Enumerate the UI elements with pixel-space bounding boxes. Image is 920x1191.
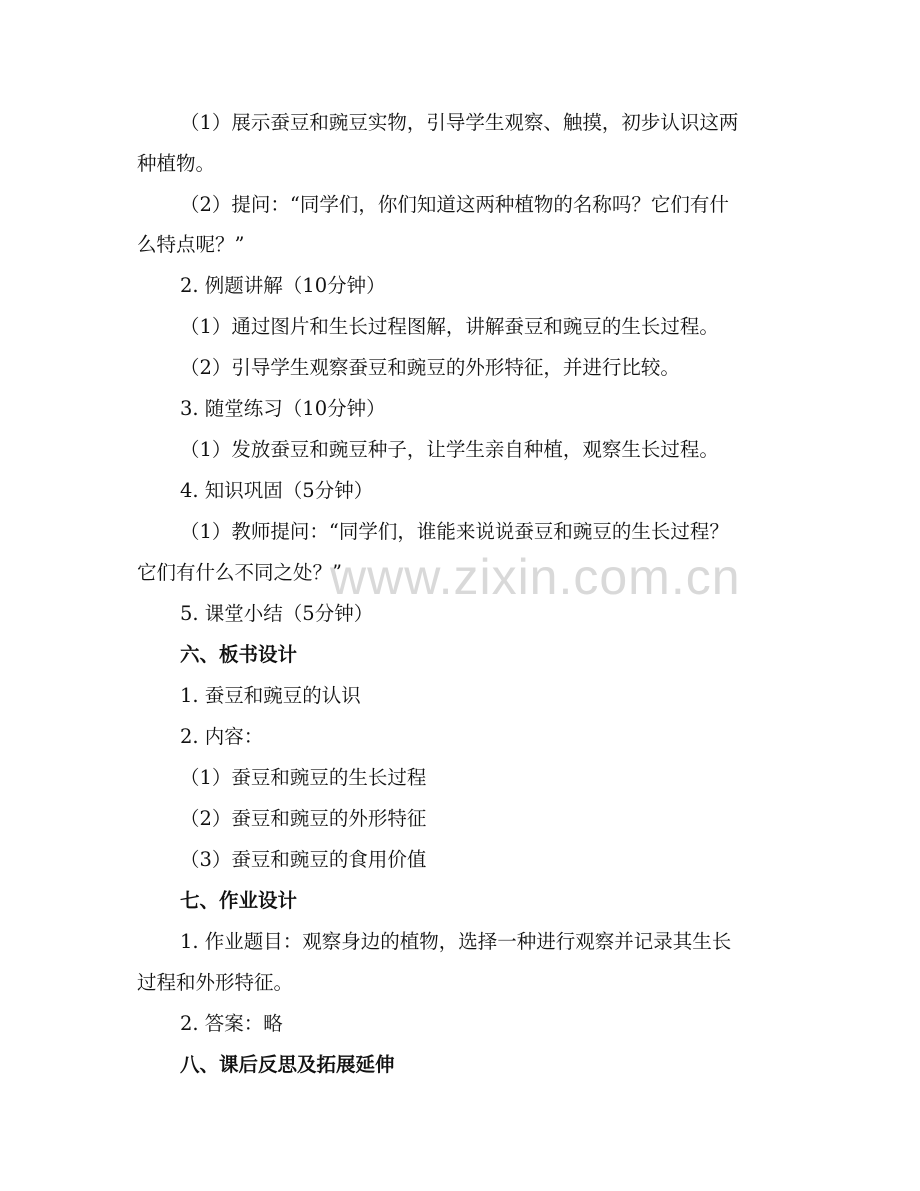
paragraph-line: 么特点呢？” (137, 233, 245, 256)
paragraph-line: （1）展示蚕豆和豌豆实物，引导学生观察、触摸，初步认识这两 (180, 111, 739, 134)
paragraph-line: （2）提问：“同学们，你们知道这两种植物的名称吗？它们有什 (180, 193, 729, 216)
paragraph-line: 过程和外形特征。 (137, 971, 294, 994)
paragraph-line: （3）蚕豆和豌豆的食用价值 (180, 848, 427, 871)
paragraph-line: （1）发放蚕豆和豌豆种子，让学生亲自种植，观察生长过程。 (180, 438, 719, 461)
paragraph-line: （1）教师提问：“同学们，谁能来说说蚕豆和豌豆的生长过程？ (180, 520, 729, 543)
paragraph-line: 2. 例题讲解（10分钟） (180, 274, 386, 297)
paragraph-line: 5. 课堂小结（5分钟） (180, 602, 374, 625)
paragraph-line: 它们有什么不同之处？” (137, 561, 342, 584)
paragraph-line: 4. 知识巩固（5分钟） (180, 479, 374, 502)
section-heading: 七、作业设计 (180, 889, 298, 912)
paragraph-line: 1. 蚕豆和豌豆的认识 (180, 684, 361, 707)
paragraph-line: 2. 答案：略 (180, 1012, 283, 1035)
paragraph-line: （1）通过图片和生长过程图解，讲解蚕豆和豌豆的生长过程。 (180, 315, 719, 338)
paragraph-line: （2）引导学生观察蚕豆和豌豆的外形特征，并进行比较。 (180, 356, 680, 379)
watermark-text: www.zixin.com.cn (330, 549, 741, 605)
paragraph-line: 1. 作业题目：观察身边的植物，选择一种进行观察并记录其生长 (180, 930, 732, 953)
section-heading: 六、板书设计 (180, 643, 298, 666)
paragraph-line: 种植物。 (137, 152, 216, 175)
section-heading: 八、课后反思及拓展延伸 (180, 1053, 395, 1076)
paragraph-line: 3. 随堂练习（10分钟） (180, 397, 386, 420)
paragraph-line: （2）蚕豆和豌豆的外形特征 (180, 807, 427, 830)
paragraph-line: （1）蚕豆和豌豆的生长过程 (180, 766, 427, 789)
paragraph-line: 2. 内容： (180, 725, 264, 748)
